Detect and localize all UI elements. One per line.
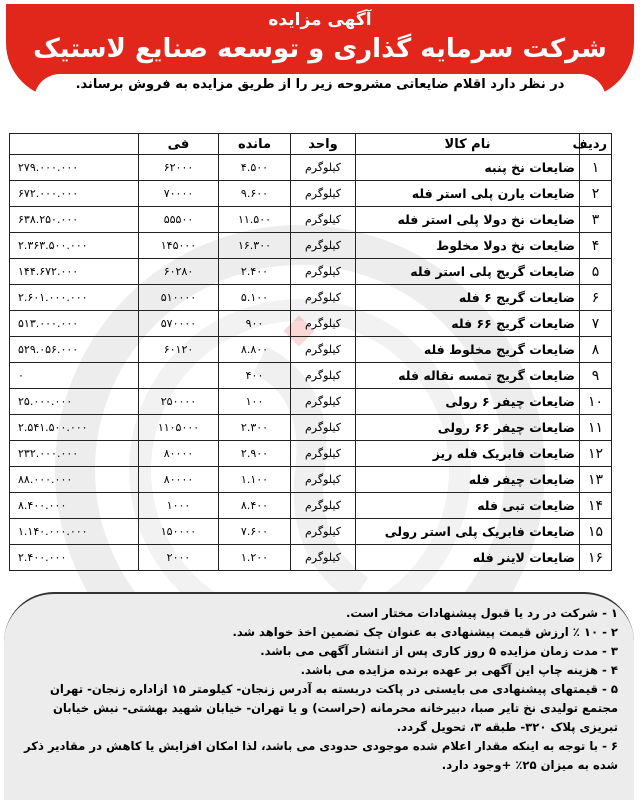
cell-item-name: ضایعات گریج پلی استر فله [356, 259, 580, 285]
table-row [10, 207, 612, 233]
table-row [10, 233, 612, 259]
cell-total-price: ۱.۱۴۰.۰۰۰.۰۰۰ [10, 519, 139, 545]
cell-total-price: ۸.۴۰۰.۰۰۰ [10, 493, 139, 519]
cell-unit-price: ۲۵۰۰۰۰ [139, 389, 219, 415]
cell-unit: کیلوگرم [291, 181, 356, 207]
table-row [10, 389, 612, 415]
note-item: ۳ - مدت زمان مزایده ۵ روز کاری پس از انتشار آگهی می باشد. [260, 644, 618, 658]
cell-total-price: ۵۲۹.۰۵۶.۰۰۰ [10, 337, 139, 363]
cell-remaining-qty: ۷.۶۰۰ [219, 519, 291, 545]
cell-unit-price: ۶۰۱۲۰ [139, 337, 219, 363]
cell-unit: کیلوگرم [291, 467, 356, 493]
cell-total-price: ۵۱۳.۰۰۰.۰۰۰ [10, 311, 139, 337]
cell-item-name: ضایعات چیفر ۶۶ رولی [356, 415, 580, 441]
col-header-row-number: ردیف [580, 134, 612, 155]
table-row [10, 155, 612, 181]
note-item: ۵ - قیمتهای پیشنهادی می بایستی در پاکت دربسته به آدرس زنجان- کیلومتر ۱۵ ازاداره زنجان- تهران مجتمع تولیدی نخ تایر صبا، دبیرخانه محرمانه (حراست) و یا تهران- خیابان شهید بهشتی- نبش خیابان تبریزی پلاک ۳۲۰- طبقه ۳، تحویل گردد. [49, 682, 618, 734]
items-table-wrapper [10, 133, 612, 571]
table-row [10, 493, 612, 519]
cell-unit: کیلوگرم [291, 259, 356, 285]
cell-total-price: ۲۵.۰۰۰.۰۰۰ [10, 389, 139, 415]
table-row [10, 337, 612, 363]
header-banner [6, 4, 634, 98]
cell-total-price: ۲۷۹.۰۰۰.۰۰۰ [10, 155, 139, 181]
table-row [10, 311, 612, 337]
table-row [10, 259, 612, 285]
cell-remaining-qty: ۴۰۰ [219, 363, 291, 389]
cell-unit-price: ۷۰۰۰۰ [139, 181, 219, 207]
company-name: شرکت سرمایه گذاری و توسعه صنایع لاستیک [33, 34, 607, 64]
cell-total-price: ۱۴۴.۶۷۲.۰۰۰ [10, 259, 139, 285]
cell-unit: کیلوگرم [291, 441, 356, 467]
col-header-remaining: مانده [219, 134, 291, 155]
cell-item-name: ضایعات چیفر فله [356, 467, 580, 493]
cell-remaining-qty: ۸.۴۰۰ [219, 493, 291, 519]
intro-text: در نظر دارد اقلام ضایعاتی مشروحه زیر را از طریق مزایده به فروش برساند. [34, 74, 606, 100]
cell-remaining-qty: ۵.۱۰۰ [219, 285, 291, 311]
cell-unit-price: ۱۵۰۰۰۰ [139, 519, 219, 545]
cell-item-name: ضایعات فابریک پلی استر رولی [356, 519, 580, 545]
cell-unit: کیلوگرم [291, 519, 356, 545]
cell-remaining-qty: ۹۰۰ [219, 311, 291, 337]
cell-total-price: ۲.۳۶۳.۵۰۰.۰۰۰ [10, 233, 139, 259]
table-row [10, 467, 612, 493]
cell-unit: کیلوگرم [291, 545, 356, 571]
cell-unit-price: ۱۴۵۰۰۰ [139, 233, 219, 259]
note-item: ۴ - هزینه چاپ این آگهی بر عهده برنده مزایده می باشد. [300, 663, 618, 677]
cell-row-number: ۱ [580, 155, 612, 181]
cell-row-number: ۸ [580, 337, 612, 363]
cell-unit: کیلوگرم [291, 155, 356, 181]
cell-remaining-qty: ۱۶.۳۰۰ [219, 233, 291, 259]
cell-unit-price: ۵۵۵۰۰ [139, 207, 219, 233]
table-row [10, 519, 612, 545]
cell-unit: کیلوگرم [291, 337, 356, 363]
terms-notes [4, 592, 634, 800]
cell-item-name: ضایعات لاینر فله [356, 545, 580, 571]
cell-unit-price: ۵۱۰۰۰۰ [139, 285, 219, 311]
cell-unit-price: ۶۰۲۸۰ [139, 259, 219, 285]
note-item: ۲ - ۱۰ ٪ ارزش قیمت پیشنهادی به عنوان چک تضمین اخذ خواهد شد. [232, 625, 618, 639]
note-item: ۱ - شرکت در رد یا قبول پیشنهادات مختار است. [346, 606, 618, 620]
cell-row-number: ۱۵ [580, 519, 612, 545]
col-header-unit: واحد [291, 134, 356, 155]
cell-remaining-qty: ۱۱.۵۰۰ [219, 207, 291, 233]
cell-remaining-qty: ۲.۹۰۰ [219, 441, 291, 467]
table-row [10, 545, 612, 571]
cell-unit-price: ۸۰۰۰۰ [139, 441, 219, 467]
cell-row-number: ۹ [580, 363, 612, 389]
cell-unit-price [139, 363, 219, 389]
cell-total-price: ۲۳۲.۰۰۰.۰۰۰ [10, 441, 139, 467]
cell-item-name: ضایعات گریج تمسه نقاله فله [356, 363, 580, 389]
ad-title: آگهی مزایده [268, 10, 372, 30]
cell-item-name: ضایعات یارن پلی استر فله [356, 181, 580, 207]
cell-unit: کیلوگرم [291, 285, 356, 311]
cell-unit: کیلوگرم [291, 389, 356, 415]
cell-unit-price: ۵۷۰۰۰۰ [139, 311, 219, 337]
cell-item-name: ضایعات نخ پنبه [356, 155, 580, 181]
cell-remaining-qty: ۲.۳۰۰ [219, 415, 291, 441]
cell-row-number: ۱۶ [580, 545, 612, 571]
cell-unit-price: ۶۲۰۰۰ [139, 155, 219, 181]
cell-remaining-qty: ۴.۵۰۰ [219, 155, 291, 181]
cell-total-price: ۶۳۸.۲۵۰.۰۰۰ [10, 207, 139, 233]
cell-item-name: ضایعات گریج ۶۶ فله [356, 311, 580, 337]
cell-item-name: ضایعات چیفر ۶ رولی [356, 389, 580, 415]
cell-unit: کیلوگرم [291, 493, 356, 519]
cell-unit-price: ۸۰۰۰۰ [139, 467, 219, 493]
table-row [10, 181, 612, 207]
cell-remaining-qty: ۱۰۰ [219, 389, 291, 415]
cell-row-number: ۱۰ [580, 389, 612, 415]
cell-row-number: ۱۳ [580, 467, 612, 493]
table-header-row [10, 134, 612, 155]
table-row [10, 415, 612, 441]
cell-unit: کیلوگرم [291, 233, 356, 259]
cell-unit-price: ۲۰۰۰ [139, 545, 219, 571]
cell-item-name: ضایعات فابریک فله ریز [356, 441, 580, 467]
cell-unit-price: ۱۱۰۵۰۰۰ [139, 415, 219, 441]
cell-row-number: ۳ [580, 207, 612, 233]
cell-remaining-qty: ۹.۶۰۰ [219, 181, 291, 207]
cell-total-price: ۶۷۲.۰۰۰.۰۰۰ [10, 181, 139, 207]
table-row [10, 363, 612, 389]
cell-unit: کیلوگرم [291, 311, 356, 337]
cell-item-name: ضایعات نخ دولا مخلوط [356, 233, 580, 259]
cell-total-price: ۸۸.۰۰۰.۰۰۰ [10, 467, 139, 493]
cell-row-number: ۷ [580, 311, 612, 337]
note-item: ۶ - با توجه به اینکه مقدار اعلام شده موجودی حدودی می باشد، لذا امکان افزایش یا کاهش در مقادیر ذکر شده به میزان ۲۵٪ +وجود دارد. [24, 739, 618, 772]
cell-row-number: ۲ [580, 181, 612, 207]
cell-row-number: ۱۱ [580, 415, 612, 441]
cell-remaining-qty: ۱.۲۰۰ [219, 545, 291, 571]
cell-row-number: ۵ [580, 259, 612, 285]
cell-row-number: ۶ [580, 285, 612, 311]
cell-total-price: ۰ [10, 363, 139, 389]
items-table [9, 133, 612, 571]
cell-total-price: ۲.۴۰۰.۰۰۰ [10, 545, 139, 571]
cell-remaining-qty: ۸.۸۰۰ [219, 337, 291, 363]
cell-unit: کیلوگرم [291, 415, 356, 441]
cell-total-price: ۲.۶۰۱.۰۰۰.۰۰۰ [10, 285, 139, 311]
cell-unit-price: ۱۰۰۰ [139, 493, 219, 519]
cell-row-number: ۴ [580, 233, 612, 259]
cell-remaining-qty: ۱.۱۰۰ [219, 467, 291, 493]
table-row [10, 285, 612, 311]
cell-item-name: ضایعات گریج ۶ فله [356, 285, 580, 311]
col-header-unit-price: فی [139, 134, 219, 155]
cell-row-number: ۱۲ [580, 441, 612, 467]
cell-remaining-qty: ۲.۴۰۰ [219, 259, 291, 285]
cell-row-number: ۱۴ [580, 493, 612, 519]
cell-item-name: ضایعات گریج مخلوط فله [356, 337, 580, 363]
cell-unit: کیلوگرم [291, 207, 356, 233]
table-row [10, 441, 612, 467]
cell-item-name: ضایعات نخ دولا پلی استر فله [356, 207, 580, 233]
col-header-item-name: نام کالا [356, 134, 580, 155]
cell-item-name: ضایعات تبی فله [356, 493, 580, 519]
cell-total-price: ۲.۵۴۱.۵۰۰.۰۰۰ [10, 415, 139, 441]
cell-unit: کیلوگرم [291, 363, 356, 389]
col-header-total [10, 134, 139, 155]
